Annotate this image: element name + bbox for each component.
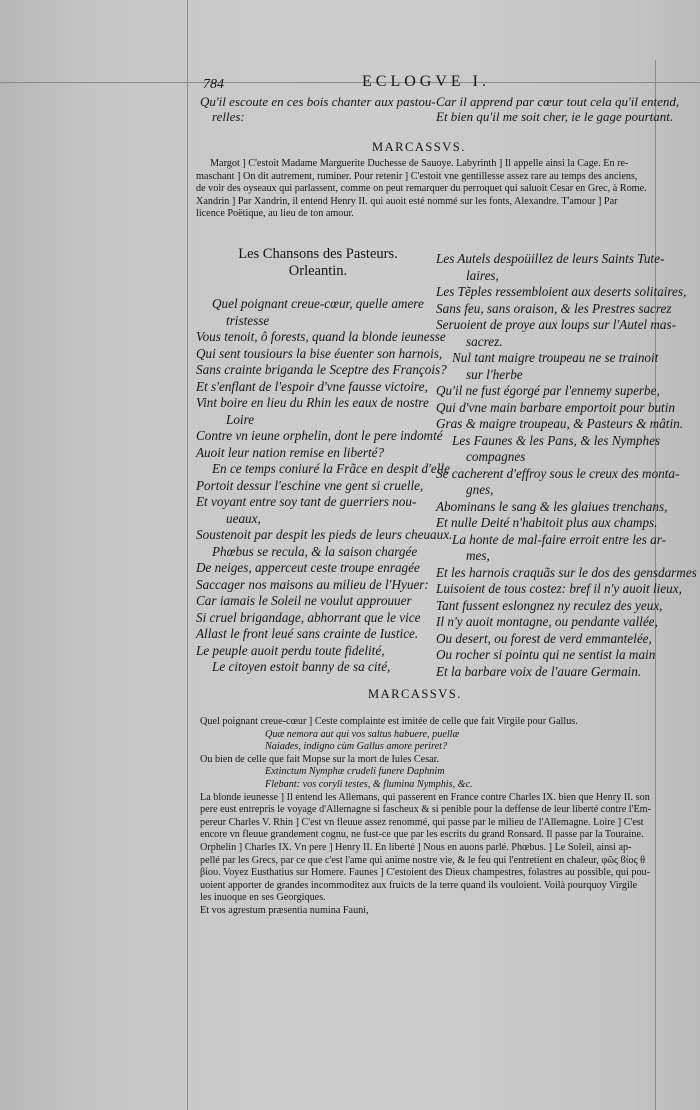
page-number: 784 [203, 77, 224, 92]
page-fold-line [187, 0, 188, 1110]
running-header: ECLOGVE I. [362, 73, 490, 90]
commentary-block-1: Margot ] C'estoit Madame Marguerite Duchesse de Sauoye. Labyrinth ] Il appelle ainsi la Cage. En re- maschant ] On dit autrement, ruminer. Pour retenir ] C'estoit vne gentillesse assez rare au temps des anciens, de voir des oyseaux qui parlassent, comme on peut remarquer du perroquet qui saluoit Cesar en Grec, à Rome. Xandrin ] Par Xandrin, il entend Henry II. qui auoit esté nommé sur les fonts, Alexandre. T'amour ] Par licence Poëtique, au lieu de ton amour. [196, 158, 647, 220]
commentary-block-2: Quel poignant creue-cœur ] Ceste complainte est imitée de celle que fait Virgile pour Gallus. Quæ nemora aut qui vos saltus habuere, puellæ Naiades, indigno cùm Gallus amore periret? Ou bien de celle que fait Mopse sur la mort de Iules Cesar. Extinctum Nymphæ crudeli funere Daphnim Flebant: vos coryli testes, & flumina Nymphis, &c. La blonde ieunesse ] Il entend les Allemans, qui passerent en France contre Charles IX. bien que Henry II. son pere eust entrepris le voyage d'Allemagne si fascheux & si penible pour la deffense de leur liberté contre l'Em- pereur Charles V. Rhin ] C'est vn fleuue assez renommé, qui passe par le milieu de l'Allemagne. Loire ] C'est encore vn fleuue grandement cognu, ne fust-ce que par les escrits du grand Ronsard. Il passe par la Touraine. Orphelin ] Charles IX. Vn pere ] Henry II. En liberté ] Nous en auons parlé. Phœbus. ] Le Soleil, ainsi ap- pellé par les Grecs, par ce que c'est l'ame qui anime nostre vie, & le feu qui l'entretient en chaleur, φῶς ϐίος θ βίου. Voyez Eusthatius sur Homere. Faunes ] C'estoient des Dieux champestres, folastres au possible, qui pou- uoient apporter de grandes incommoditez aux fruicts de la terre quand ils vouloient. Voilà pourquoy Virgile les inuoque en ses Georgiques. Et vos agrestum præsentia numina Fauni, [200, 716, 652, 916]
top-left-verse: Qu'il escoute en ces bois chanter aux pastou- relles: [200, 94, 436, 124]
poem-title: Les Chansons des Pasteurs. Orleantin. [238, 246, 398, 279]
commentary-heading-2: MARCASSVS. [368, 687, 462, 701]
top-right-verse: Car il apprend par cœur tout cela qu'il entend, Et bien qu'il me soit cher, ie le gage pourtant. [436, 94, 680, 124]
verse-column-left: Quel poignant creue-cœur, quelle amere tristesse Vous tenoit, ô forests, quand la blonde ieunesse Qui sent tousiours la bise éuenter son harnois, Sans crainte briganda le Sceptre des François? Et s'enflant de l'espoir d'vne fausse victoire, Vint boire en lieu du Rhin les eaux de nostre Loire Contre vn ieune orphelin, dont le pere indomté Auoit leur nation remise en liberté? En ce temps coniuré la Frãce en despit d'elle Portoit dessur l'eschine vne gent si cruelle, Et voyant entre soy tant de guerriers nou- ueaux, Soustenoit par despit les pieds de leurs cheuaux. Phœbus se recula, & la saison chargée De neiges, apperceut ceste troupe enragée Saccager nos maisons au milieu de l'Hyuer: Car iamais le Soleil ne voulut approuuer Si cruel brigandage, abhorrant que le vice Allast le front leué sans crainte de Iustice. Le peuple auoit perdu toute fidelité, Le citoyen estoit banny de sa cité, [196, 296, 453, 674]
commentary-heading-1: MARCASSVS. [372, 140, 466, 154]
header-rule [0, 82, 700, 83]
verse-column-right: Les Autels despoüillez de leurs Saints Tute- laires, Les Tẽples ressembloient aux deserts solitaires, Sans feu, sans oraison, & les Prestres sacrez Seruoient de proye aux loups sur l'Autel mas- sacrez. Nul tant maigre troupeau ne se trainoit sur l'herbe Qu'il ne fust égorgé par l'ennemy superbe, Qui d'vne main barbare emportoit pour butin Gras & maigre troupeau, & Pasteurs & mâtin. Les Faunes & les Pans, & les Nymphes compagnes Se cacherent d'effroy sous le creux des monta- gnes, Abominans le sang & les glaiues trenchans, Et nulle Deité n'habitoit plus aux champs. La honte de mal-faire erroit entre les ar- mes, Et les harnois craquãs sur le dos des gensdarmes Luisoient de tous costez: bref il n'y auoit lieux, Tant fussent eslongnez ny reculez des yeux, Il n'y auoit montagne, ou pendante vallée, Ou desert, ou forest de verd emmantelée, Ou rocher si pointu qui ne sentist la main Et la barbare voix de l'auare Germain. [436, 251, 697, 679]
